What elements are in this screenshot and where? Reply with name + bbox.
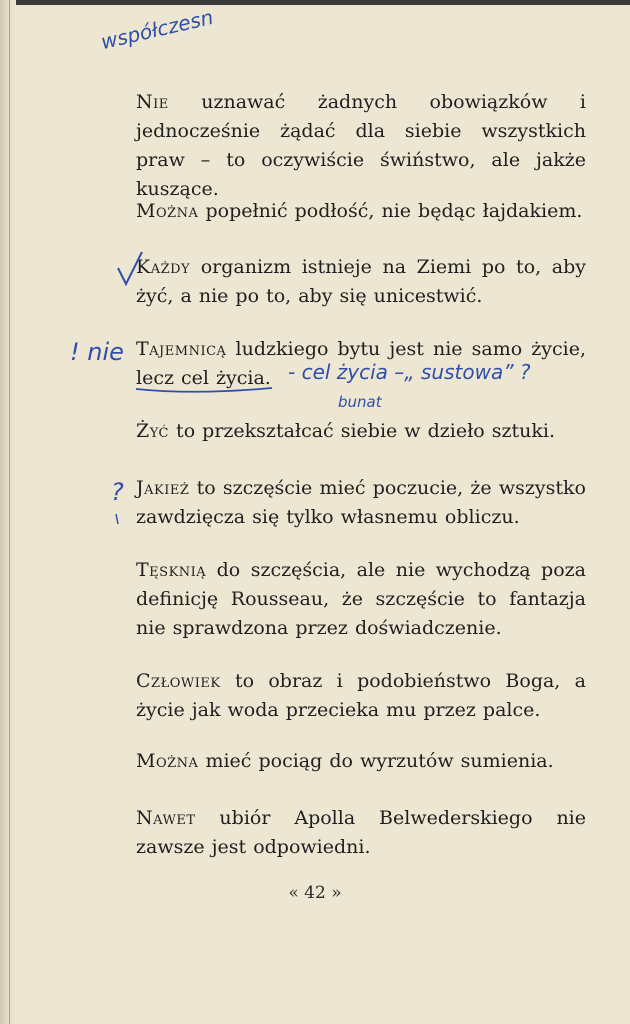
page-number: « 42 » [288, 883, 342, 903]
handwritten-note-inline: - cel życia –„ sustowa” ? [288, 360, 531, 384]
underline-mark [136, 388, 272, 392]
handwritten-note-top: współczesn [98, 4, 216, 55]
aphorism-text: do szczęścia, ale nie wychodzą poza definicję Rousseau, że szczęście to fantazja nie sprawdzona przez doświadczenie. [136, 559, 586, 639]
aphorism-lead: Nawet [136, 807, 196, 829]
aphorism-lead: Można [136, 750, 199, 772]
aphorism-text: uznawać żadnych obowiązków i jednocześnie żądać dla siebie wszystkich praw – to oczywiście świństwo, ale jakże kuszące. [136, 91, 586, 200]
aphorism-text: popełnić podłość, nie będąc łajdakiem. [198, 200, 583, 222]
aphorism-text: to przekształcać siebie w dzieło sztuki. [169, 420, 556, 442]
aphorism-text: mieć pociąg do wyrzutów sumienia. [198, 750, 554, 772]
aphorism-lead: Można [136, 200, 199, 222]
aphorism-text: ubiór Apolla Belwederskiego nie zawsze jest odpowiedni. [136, 807, 586, 858]
aphorism-text: organizm istnieje na Ziemi po to, aby żyć, a nie po to, aby się unicestwić. [136, 256, 586, 307]
aphorism-lead: Tajemnicą [136, 338, 227, 360]
aphorism-lead: Jakież [136, 477, 190, 499]
checkmark-mark [118, 252, 142, 284]
handwritten-question-mark: ? [111, 478, 124, 506]
margin-tick-mark [116, 514, 118, 524]
aphorism-lead: Człowiek [136, 670, 221, 692]
aphorism-lead: Tęsknią [136, 559, 207, 581]
handwritten-note-left-margin: ! nie [70, 338, 124, 366]
handwritten-note-below: bunat [338, 393, 382, 411]
aphorism-text: to obraz i podobieństwo Boga, a życie jak woda przecieka mu przez palce. [136, 670, 586, 721]
aphorism-lead: Żyć [136, 420, 170, 442]
aphorism-text: to szczęście mieć poczucie, że wszystko zawdzięcza się tylko własnemu obliczu. [136, 477, 586, 528]
aphorism-lead: Nie [136, 91, 169, 113]
aphorism-lead: Każdy [136, 256, 191, 278]
aphorism-text: ludzkiego bytu jest nie samo życie, lecz cel życia. [136, 338, 586, 389]
